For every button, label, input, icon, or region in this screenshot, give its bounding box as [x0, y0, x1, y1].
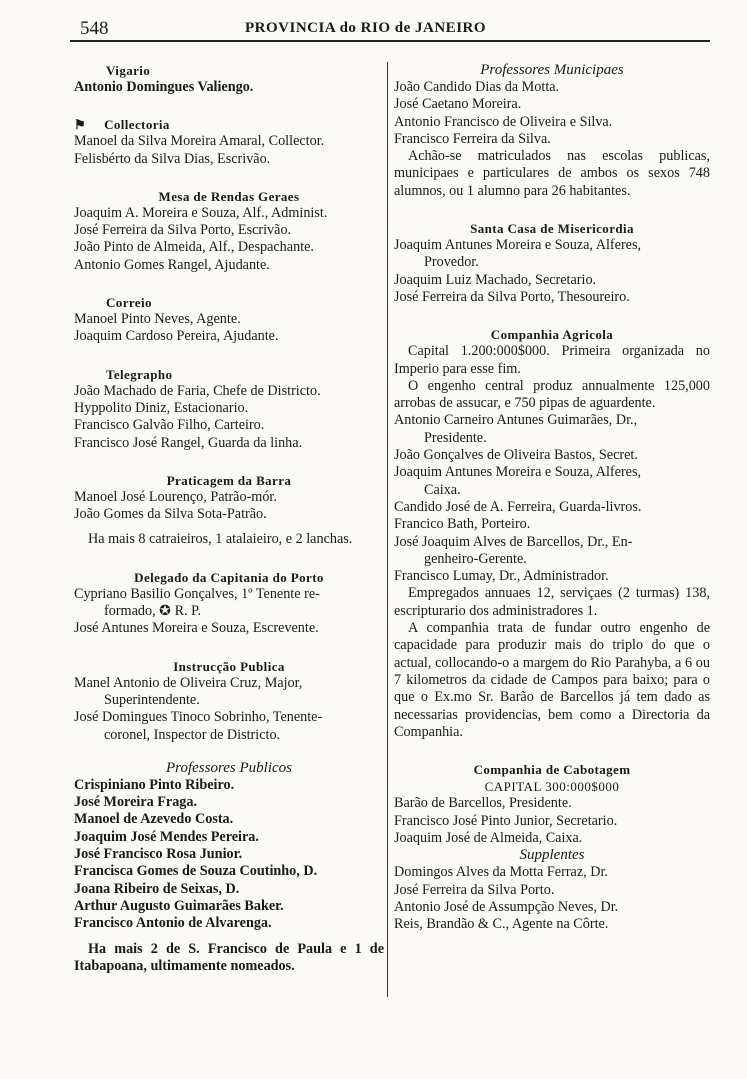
section-title: Companhia Agricola — [490, 327, 614, 343]
section-delegado — [74, 569, 384, 638]
section-title: Companhia de Cabotagem — [473, 762, 631, 778]
section-title: Correio — [106, 295, 152, 311]
entry-line: Francisco Galvão Filho, Carteiro. — [74, 417, 265, 434]
running-title: PROVINCIA do RIO de JANEIRO — [245, 20, 487, 36]
subsection-title: Supplentes — [519, 847, 585, 864]
left-column — [74, 62, 384, 975]
section-note: Achão-se matriculados nas escolas publicas, municipaes e particulares de ambos os sexos 748 alumnos, ou 1 alumno para 26 habitantes. — [394, 148, 710, 199]
entry-line: Provedor. — [424, 254, 479, 271]
entry-line: João Candido Dias da Motta. — [394, 79, 560, 95]
entry-line: José Joaquim Alves de Barcellos, Dr., En- — [394, 533, 633, 550]
entry-line: Presidente. — [424, 429, 487, 446]
section-companhia-cabotagem — [394, 761, 710, 933]
entry-line: Antonio Domingues Valiengo. — [74, 79, 254, 95]
entry-line: Francisca Gomes de Souza Coutinho, D. — [74, 863, 318, 880]
entry-line: Joaquim Antunes Moreira e Souza, Alferes, — [394, 464, 642, 481]
entry-line: Joaquim Cardoso Pereira, Ajudante. — [74, 328, 279, 345]
section-title: Instrucção Publica — [173, 658, 285, 674]
entry-line: José Caetano Moreira. — [394, 96, 522, 113]
section-title: Delegado da Capitania do Porto — [134, 569, 324, 585]
entry-line: Reis, Brandão & C., Agente na Côrte. — [394, 916, 609, 933]
entry-line: José Francisco Rosa Junior. — [74, 846, 243, 863]
entry-line: Antonio José de Assumpção Neves, Dr. — [394, 898, 619, 915]
entry-line: Francisco José Pinto Junior, Secretario. — [394, 812, 618, 829]
entry-line: formado, ✪ R. P. — [104, 603, 202, 620]
entry-line: Antonio Gomes Rangel, Ajudante. — [74, 256, 270, 273]
entry-line: Francisco José Rangel, Guarda da linha. — [74, 434, 303, 451]
section-title: Mesa de Rendas Geraes — [158, 188, 300, 204]
section-paragraph: Empregados annuaes 12, serviçaes (2 turmas) 138, escripturario dos administradores 1. — [394, 585, 710, 619]
entry-line: coronel, Inspector de Districto. — [104, 726, 281, 743]
entry-line: Domingos Alves da Motta Ferraz, Dr. — [394, 864, 608, 881]
section-instrucao-publica — [74, 658, 384, 744]
entry-line: Manoel José Lourenço, Patrão-mór. — [74, 488, 277, 505]
section-note: Ha mais 2 de S. Francisco de Paula e 1 de Itabapoana, ultimamente nomeados. — [74, 940, 384, 974]
section-title-text: Collectoria — [104, 117, 170, 133]
page-number: 548 — [80, 18, 109, 39]
entry-line: Barão de Barcellos, Presidente. — [394, 795, 572, 812]
entry-line: Joaquim A. Moreira e Souza, Alf., Administ. — [74, 204, 328, 221]
flag-icon: ⚑ — [74, 117, 87, 133]
entry-line: Cypriano Basilio Gonçalves, 1º Tenente re- — [74, 585, 320, 602]
section-correio — [74, 294, 384, 346]
section-paragraph: O engenho central produz annualmente 125,000 arrobas de assucar, e 750 pipas de aguardente. — [394, 377, 710, 412]
entry-line: João Pinto de Almeida, Alf., Despachante. — [74, 239, 314, 256]
section-title — [74, 116, 384, 133]
entry-line: genheiro-Gerente. — [424, 550, 527, 567]
entry-line: Arthur Augusto Guimarães Baker. — [74, 897, 284, 914]
section-praticagem — [74, 472, 384, 549]
section-companhia-agricola — [394, 326, 710, 741]
entry-line: João Gonçalves de Oliveira Bastos, Secret. — [394, 447, 638, 464]
entry-line: José Ferreira da Silva Porto. — [394, 881, 555, 898]
section-title: Telegrapho — [106, 366, 173, 382]
section-title: Professores Publicos — [166, 759, 292, 776]
capital-line: CAPITAL 300:000$000 — [484, 779, 620, 795]
entry-line: Joana Ribeiro de Seixas, D. — [74, 880, 240, 897]
entry-line: Candido José de A. Ferreira, Guarda-livros. — [394, 498, 642, 515]
entry-line: Francisco Antonio de Alvarenga. — [74, 915, 272, 932]
entry-line: Joaquim Antunes Moreira e Souza, Alferes, — [394, 237, 642, 254]
section-title: Vigario — [106, 63, 151, 78]
entry-line: Manoel da Silva Moreira Amaral, Collector. — [74, 133, 325, 150]
entry-line: Francisco Ferreira da Silva. — [394, 130, 551, 147]
entry-line: Hyppolito Diniz, Estacionario. — [74, 399, 249, 416]
entry-line: Joaquim Luiz Machado, Secretario. — [394, 271, 597, 288]
entry-line: Manel Antonio de Oliveira Cruz, Major, — [74, 674, 303, 691]
section-telegrapho — [74, 366, 384, 452]
entry-line: José Moreira Fraga. — [74, 794, 198, 811]
entry-line: João Machado de Faria, Chefe de Districto. — [74, 382, 321, 399]
section-paragraph: Capital 1.200:000$000. Primeira organizada no Imperio para esse fim. — [394, 343, 710, 377]
entry-line: Manoel Pinto Neves, Agente. — [74, 311, 241, 328]
entry-line: Crispiniano Pinto Ribeiro. — [74, 776, 235, 793]
section-vigario — [74, 62, 384, 96]
section-mesa-de-rendas — [74, 188, 384, 274]
page-header — [70, 18, 710, 42]
entry-line: Joaquim José Mendes Pereira. — [74, 828, 259, 845]
entry-line: José Ferreira da Silva Porto, Thesoureiro. — [394, 288, 630, 305]
section-title: Praticagem da Barra — [166, 472, 292, 488]
right-column — [394, 62, 710, 933]
section-paragraph: A companhia trata de fundar outro engenho de capacidade para produzir mais do triplo do que o actual, collocando-o a margem do Rio Parahyba, a 6 ou 7 kilometros da cidade de Campos para baixo; para o que o Ex.mo Sr. Barão de Barcellos já tem dado as necessarias providencias, bem como a Directoria da Companhia. — [394, 620, 710, 740]
section-professores-municipaes — [394, 62, 710, 200]
entry-line: Antonio Francisco de Oliveira e Silva. — [394, 113, 613, 130]
entry-line: Superintendente. — [104, 691, 200, 708]
entry-line: Francico Bath, Porteiro. — [394, 516, 531, 533]
entry-line: Felisbérto da Silva Dias, Escrivão. — [74, 150, 271, 167]
entry-line: Antonio Carneiro Antunes Guimarães, Dr., — [394, 412, 638, 429]
section-title: Professores Municipaes — [480, 62, 624, 78]
section-professores-publicos — [74, 760, 384, 975]
entry-line: Joaquim José de Almeida, Caixa. — [394, 829, 583, 846]
entry-line: Francisco Lumay, Dr., Administrador. — [394, 568, 609, 585]
section-collectoria — [74, 116, 384, 168]
entry-line: José Ferreira da Silva Porto, Escrivão. — [74, 222, 292, 239]
column-divider — [387, 62, 388, 997]
section-title: Santa Casa de Misericordia — [470, 221, 634, 237]
section-note: Ha mais 8 catraieiros, 1 atalaieiro, e 2 lanchas. — [88, 531, 353, 548]
entry-line: Caixa. — [424, 481, 461, 498]
entry-line: Manoel de Azevedo Costa. — [74, 811, 234, 828]
entry-line: José Antunes Moreira e Souza, Escrevente. — [74, 620, 319, 637]
entry-line: José Domingues Tinoco Sobrinho, Tenente- — [74, 709, 323, 726]
entry-line: João Gomes da Silva Sota-Patrão. — [74, 506, 267, 523]
section-santa-casa — [394, 220, 710, 306]
